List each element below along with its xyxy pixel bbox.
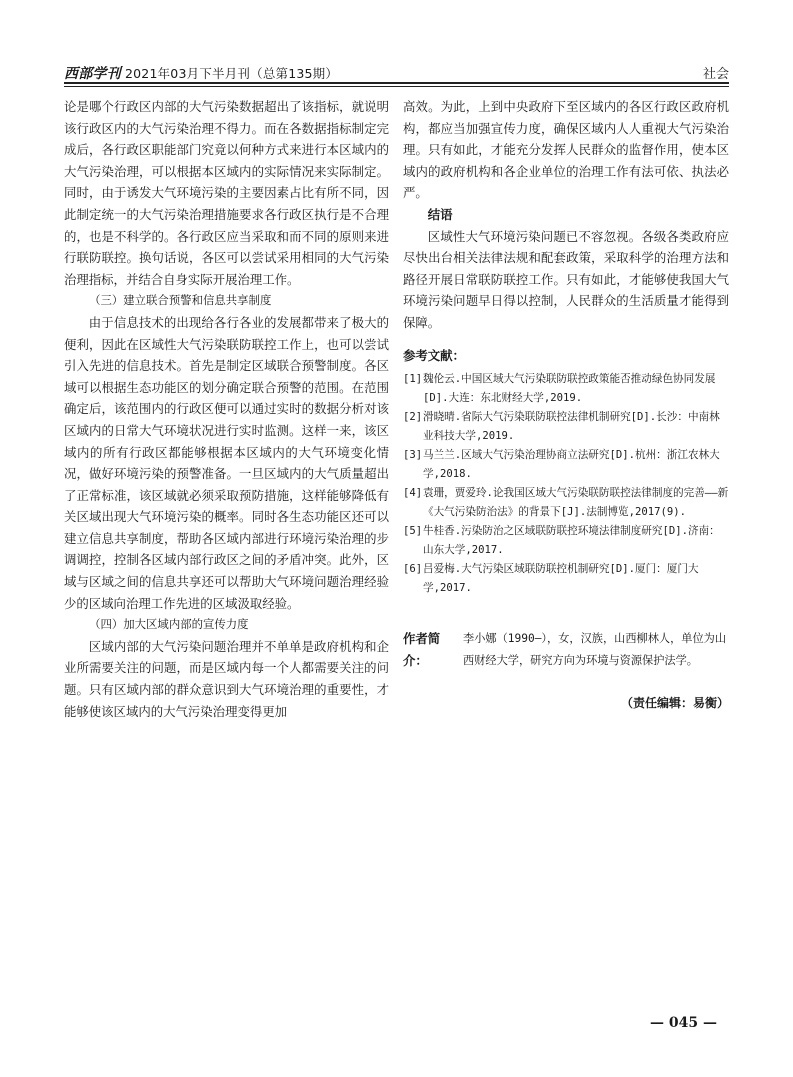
- responsible-editor: （责任编辑：易衡）: [620, 696, 729, 710]
- reference-item: [3] 马兰兰.区域大气污染治理协商立法研究[D].杭州：浙江农林大学,2018.: [403, 449, 720, 480]
- subsection-heading: （四）加大区域内部的宣传力度: [89, 617, 249, 632]
- issue-info: 2021年03月下半月刊（总第135期）: [125, 66, 339, 81]
- author-bio: [403, 628, 729, 672]
- left-column: [64, 96, 389, 722]
- reference-item: [6] 吕爱梅.大气污染区域联防联控机制研究[D].厦门：厦门大学,2017.: [403, 563, 699, 594]
- journal-logo: 西部学刊: [64, 66, 121, 82]
- section-label: 社会: [702, 67, 729, 82]
- conclusion-heading: 结语: [427, 206, 453, 222]
- references-section: [403, 346, 729, 598]
- references-title: 参考文献：: [403, 348, 465, 363]
- header-rule-thin: [64, 86, 729, 87]
- paragraph: 区域内部的大气污染问题治理并不单单是政府机构和企业所需要关注的问题，而是区域内每一个人都需要关注的问题。只有区域内部的群众意识到大气环境治理的重要性，才能够使该区域内的大气污染治理变得更加: [64, 638, 389, 719]
- paragraph: 区域性大气环境污染问题已不容忽视。各级各类政府应尽快出台相关法律法规和配套政策，采取科学的治理方法和路径开展日常联防联控工作。只有如此，才能够使我国大气环境污染问题早日得以控制，人民群众的生活质量才能得到保障。: [403, 228, 729, 330]
- page-number: — 045 —: [650, 1015, 717, 1031]
- right-column: [403, 96, 729, 334]
- reference-item: [1] 魏伦云.中国区域大气污染联防联控政策能否推动绿色协同发展[D].大连：东北财经大学,2019.: [403, 373, 716, 404]
- reference-item: [2] 滑晓晴.省际大气污染联防联控法律机制研究[D].长沙：中南林业科技大学,2019.: [403, 411, 720, 442]
- author-bio-text: 李小娜（1990—），女，汉族，山西柳林人，单位为山西财经大学，研究方向为环境与资源保护法学。: [463, 632, 727, 667]
- paragraph: 论是哪个行政区内部的大气污染数据超出了该指标，就说明该行政区内的大气污染治理不得力。而在各数据指标制定完成后，各行政区职能部门究竟以何种方式来进行本区域内的大气污染治理，可以根据本区域内的实际情况来实际制定。同时，由于诱发大气环境污染的主要因素占比有所不同，因此制定统一的大气污染治理措施要求各行政区执行是不合理的，也是不科学的。各行政区应当采取和而不同的原则来进行联防联控。换句话说，各区可以尝试采用相同的大气污染治理指标，并结合自身实际开展治理工作。: [64, 99, 389, 287]
- paragraph: 由于信息技术的出现给各行各业的发展都带来了极大的便利，因此在区域性大气污染联防联控工作上，也可以尝试引入先进的信息技术。首先是制定区域联合预警制度。各区域可以根据生态功能区的划分确定联合预警的范围。在范围确定后，该范围内的行政区便可以通过实时的数据分析对该区域内的日常大气环境状况进行实时监测。这样一来，该区域内的所有行政区都能够根据本区域内的大气环境变化情况，做好环境污染的预警准备。一旦区域内的大气质量超出了正常标准，该区域就必须采取预防措施，这样能够降低有关区域出现大气环境污染的概率。同时各生态功能区还可以建立信息共享制度，帮助各区域内部进行环境污染治理的步调调控，控制各区域内部行政区之间的矛盾冲突。此外，区域与区域之间的信息共享还可以帮助大气环境问题治理经验少的区域向治理工作先进的区域汲取经验。: [64, 314, 389, 611]
- reference-item: [4] 袁珊，贾爱玲.论我国区域大气污染联防联控法律制度的完善——新《大气污染防治法》的背景下[J].法制博览,2017(9).: [403, 487, 729, 518]
- header-rule-thick: [64, 82, 729, 84]
- paragraph: 高效。为此，上到中央政府下至区域内的各区行政区政府机构，都应当加强宣传力度，确保区域内人人重视大气污染治理。只有如此，才能充分发挥人民群众的监督作用，使本区域内的政府机构和各企业单位的治理工作有法可依、执法必严。: [403, 99, 729, 201]
- journal-masthead: [64, 63, 338, 83]
- running-header: [64, 60, 729, 82]
- author-bio-label: 作者简介：: [403, 631, 441, 668]
- subsection-heading: （三）建立联合预警和信息共享制度: [89, 293, 272, 308]
- reference-item: [5] 牛桂香.污染防治之区域联防联控环境法律制度研究[D].济南：山东大学,2017.: [403, 525, 720, 556]
